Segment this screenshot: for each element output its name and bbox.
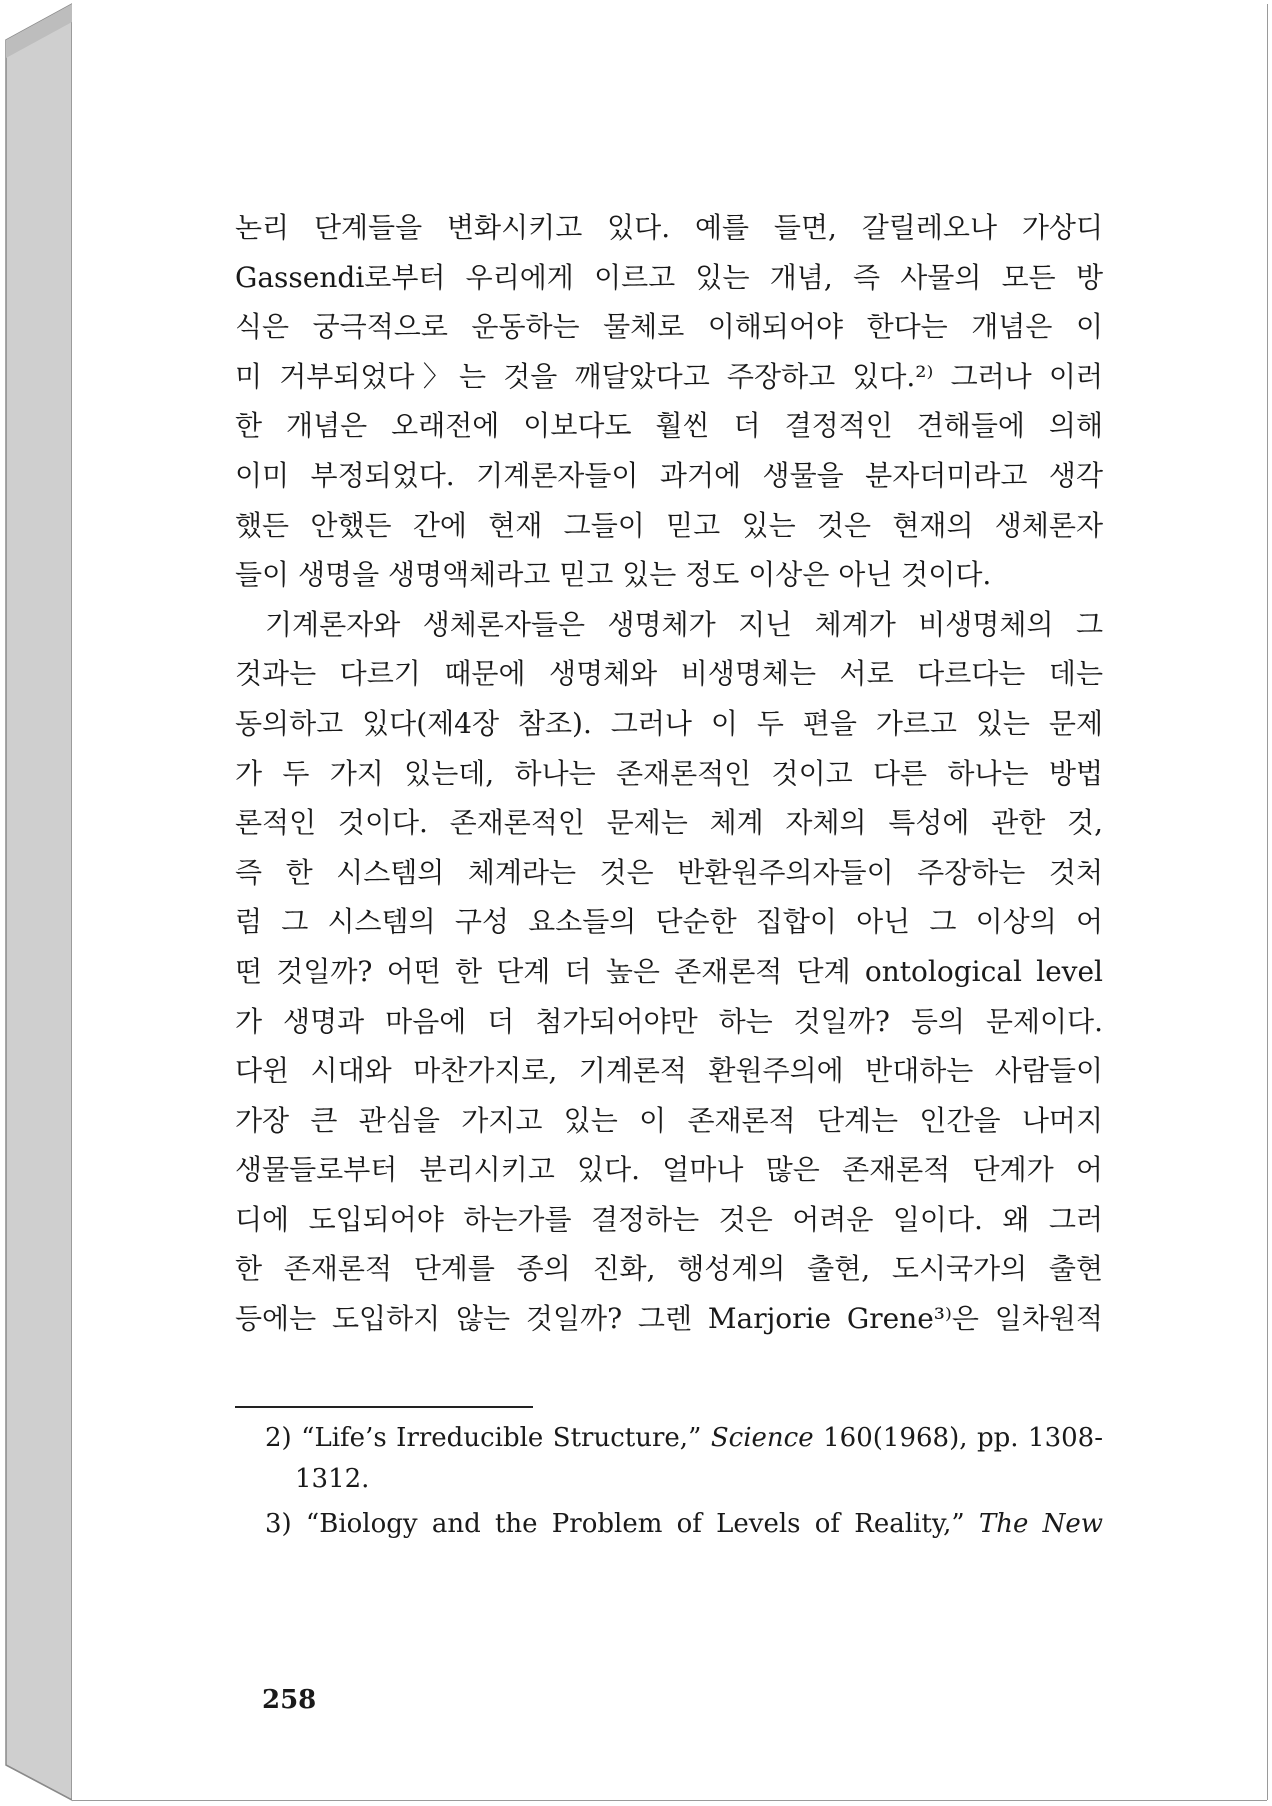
text-line: 것과는 다르기 때문에 생명체와 비생명체는 서로 다르다는 데는 [235, 657, 1103, 691]
footnote-2 [265, 1418, 1103, 1459]
text-line: 동의하고 있다(제4장 참조). 그러나 이 두 편을 가르고 있는 문제 [235, 706, 1103, 740]
text-line: 디에 도입되어야 하는가를 결정하는 것은 어려운 일이다. 왜 그러 [235, 1202, 1103, 1236]
text-line: 즉 한 시스템의 체계라는 것은 반환원주의자들이 주장하는 것처 [235, 855, 1103, 889]
footnote-journal: The New [978, 1509, 1103, 1539]
text-line: 등에는 도입하지 않는 것일까? 그렌 Marjorie Grene³⁾은 일차원적 [235, 1302, 1103, 1336]
footnote-text: “Life’s Irreducible Structure,” [291, 1423, 711, 1453]
text-line: 가장 큰 관심을 가지고 있는 이 존재론적 단계는 인간을 나머지 [235, 1103, 1103, 1137]
text-line: 떤 것일까? 어떤 한 단계 더 높은 존재론적 단계 ontological level [235, 954, 1103, 988]
body-text [235, 203, 1103, 1344]
text-line: 가 생명과 마음에 더 첨가되어야만 하는 것일까? 등의 문제이다. [235, 1004, 1103, 1038]
text-line: 이미 부정되었다. 기계론자들이 과거에 생물을 분자더미라고 생각 [235, 458, 1103, 492]
text-line: 논리 단계들을 변화시키고 있다. 예를 들면, 갈릴레오나 가상디 [235, 211, 1103, 244]
footnote-divider [235, 1406, 533, 1408]
footnotes [265, 1418, 1103, 1545]
page-number: 258 [262, 1685, 317, 1715]
text-line: 한 개념은 오래전에 이보다도 훨씬 더 결정적인 견해들에 의해 [235, 409, 1103, 443]
text-line: 미 거부되었다〉는 것을 깨달았다고 주장하고 있다.²⁾ 그러나 이러 [235, 359, 1103, 393]
footnote-marker: 3) [265, 1509, 292, 1539]
text-line-paragraph-start: 기계론자와 생체론자들은 생명체가 지닌 체계가 비생명체의 그 [265, 607, 1103, 641]
footnote-journal: Science [710, 1423, 814, 1453]
text-line: 가 두 가지 있는데, 하나는 존재론적인 것이고 다른 하나는 방법 [235, 756, 1103, 790]
footnote-text: 160(1968), pp. 1308- [813, 1423, 1103, 1453]
text-line: 식은 궁극적으로 운동하는 물체로 이해되어야 한다는 개념은 이 [235, 310, 1103, 344]
text-line: 생물들로부터 분리시키고 있다. 얼마나 많은 존재론적 단계가 어 [235, 1153, 1103, 1187]
text-line: 한 존재론적 단계를 종의 진화, 행성계의 출현, 도시국가의 출현 [235, 1252, 1103, 1286]
footnote-text: “Biology and the Problem of Levels of Reality,” [291, 1509, 979, 1539]
footnote-2-continuation: 1312. [295, 1464, 370, 1494]
text-line: 했든 안했든 간에 현재 그들이 믿고 있는 것은 현재의 생체론자 [235, 508, 1103, 542]
footnote-marker: 2) [265, 1423, 292, 1453]
text-line: 들이 생명을 생명액체라고 믿고 있는 정도 이상은 아닌 것이다. [235, 558, 992, 592]
text-line: 론적인 것이다. 존재론적인 문제는 체계 자체의 특성에 관한 것, [235, 806, 1103, 840]
text-line: 다윈 시대와 마찬가지로, 기계론적 환원주의에 반대하는 사람들이 [235, 1054, 1103, 1088]
text-line: 럼 그 시스템의 구성 요소들의 단순한 집합이 아닌 그 이상의 어 [235, 905, 1103, 939]
footnote-3 [265, 1504, 1103, 1545]
text-line: Gassendi로부터 우리에게 이르고 있는 개념, 즉 사물의 모든 방 [235, 260, 1103, 294]
